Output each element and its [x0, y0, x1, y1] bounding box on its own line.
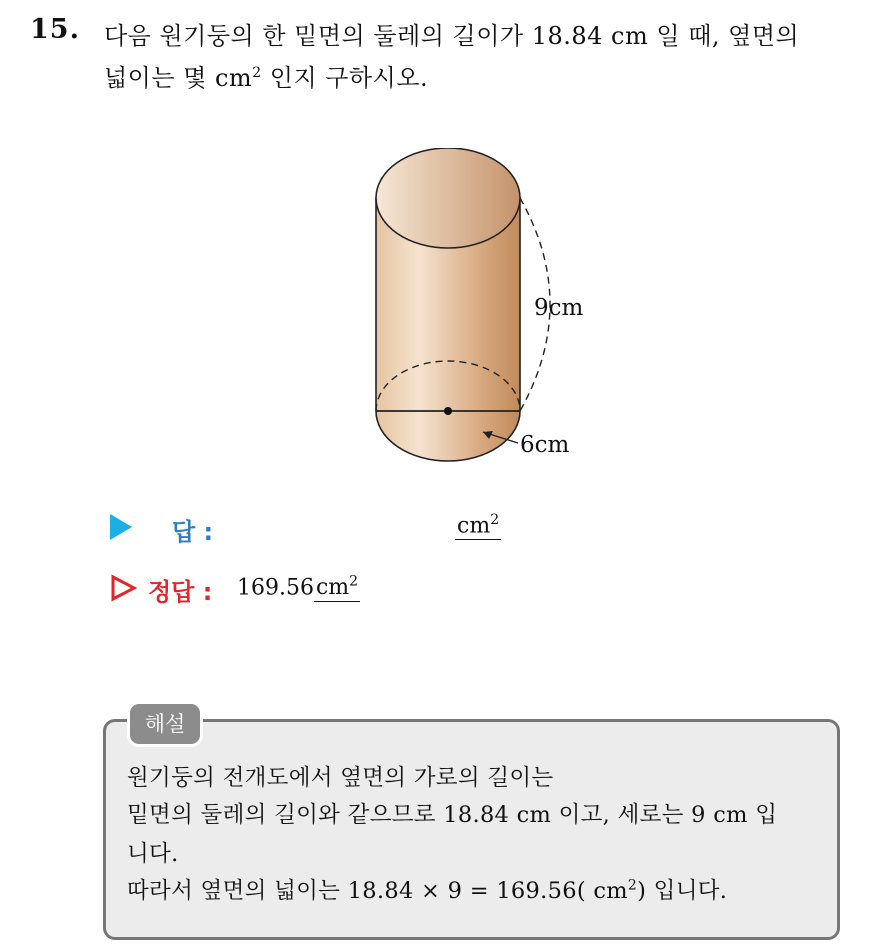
- explanation-line2: 밑면의 둘레의 길이와 같으므로 18.84 cm 이고, 세로는 9 cm 입: [127, 802, 778, 828]
- question-number: 15.: [30, 14, 80, 45]
- question-unit-superscript: 2: [252, 65, 262, 81]
- question-text-line2: [104, 58, 428, 93]
- question-text-line2-before: 넓이는 몇 cm: [104, 64, 253, 92]
- cylinder-top-face: [376, 148, 520, 248]
- explanation-line1: 원기둥의 전개도에서 옆면의 가로의 길이는: [127, 765, 554, 791]
- answer-label: 답 :: [172, 518, 214, 546]
- correct-answer-label: 정답 :: [148, 578, 213, 606]
- explanation-line3: 니다.: [127, 841, 179, 867]
- answer-unit-superscript: 2: [490, 512, 500, 528]
- answer-unit: cm: [457, 513, 491, 539]
- play-triangle-icon: [110, 514, 132, 540]
- cylinder-svg: [360, 148, 600, 473]
- height-label: 9cm: [534, 295, 584, 321]
- hollow-triangle-icon: [110, 574, 138, 602]
- cylinder-figure: [360, 148, 600, 473]
- correct-answer-unit-superscript: 2: [349, 574, 359, 590]
- answer-unit-blank: [455, 512, 501, 540]
- question-text-line2-after: 인지 구하시오.: [261, 64, 429, 92]
- explanation-unit-superscript: 2: [627, 877, 638, 894]
- correct-answer-value-group: [237, 574, 360, 600]
- explanation-tag: 해설: [127, 701, 203, 747]
- correct-answer-unit-group: [314, 575, 360, 602]
- center-dot: [444, 407, 452, 415]
- explanation-line4-before: 따라서 옆면의 넓이는 18.84 × 9 = 169.56( cm: [127, 878, 628, 904]
- explanation-box: [103, 719, 840, 940]
- question-text-line1: 다음 원기둥의 한 밑면의 둘레의 길이가 18.84 cm 일 때, 옆면의: [104, 22, 800, 50]
- diameter-label: 6cm: [520, 432, 570, 458]
- correct-answer-value: 169.56: [237, 575, 314, 601]
- explanation-line4: [127, 873, 727, 905]
- correct-answer-unit: cm: [315, 575, 350, 601]
- explanation-line4-after: ) 입니다.: [637, 878, 728, 904]
